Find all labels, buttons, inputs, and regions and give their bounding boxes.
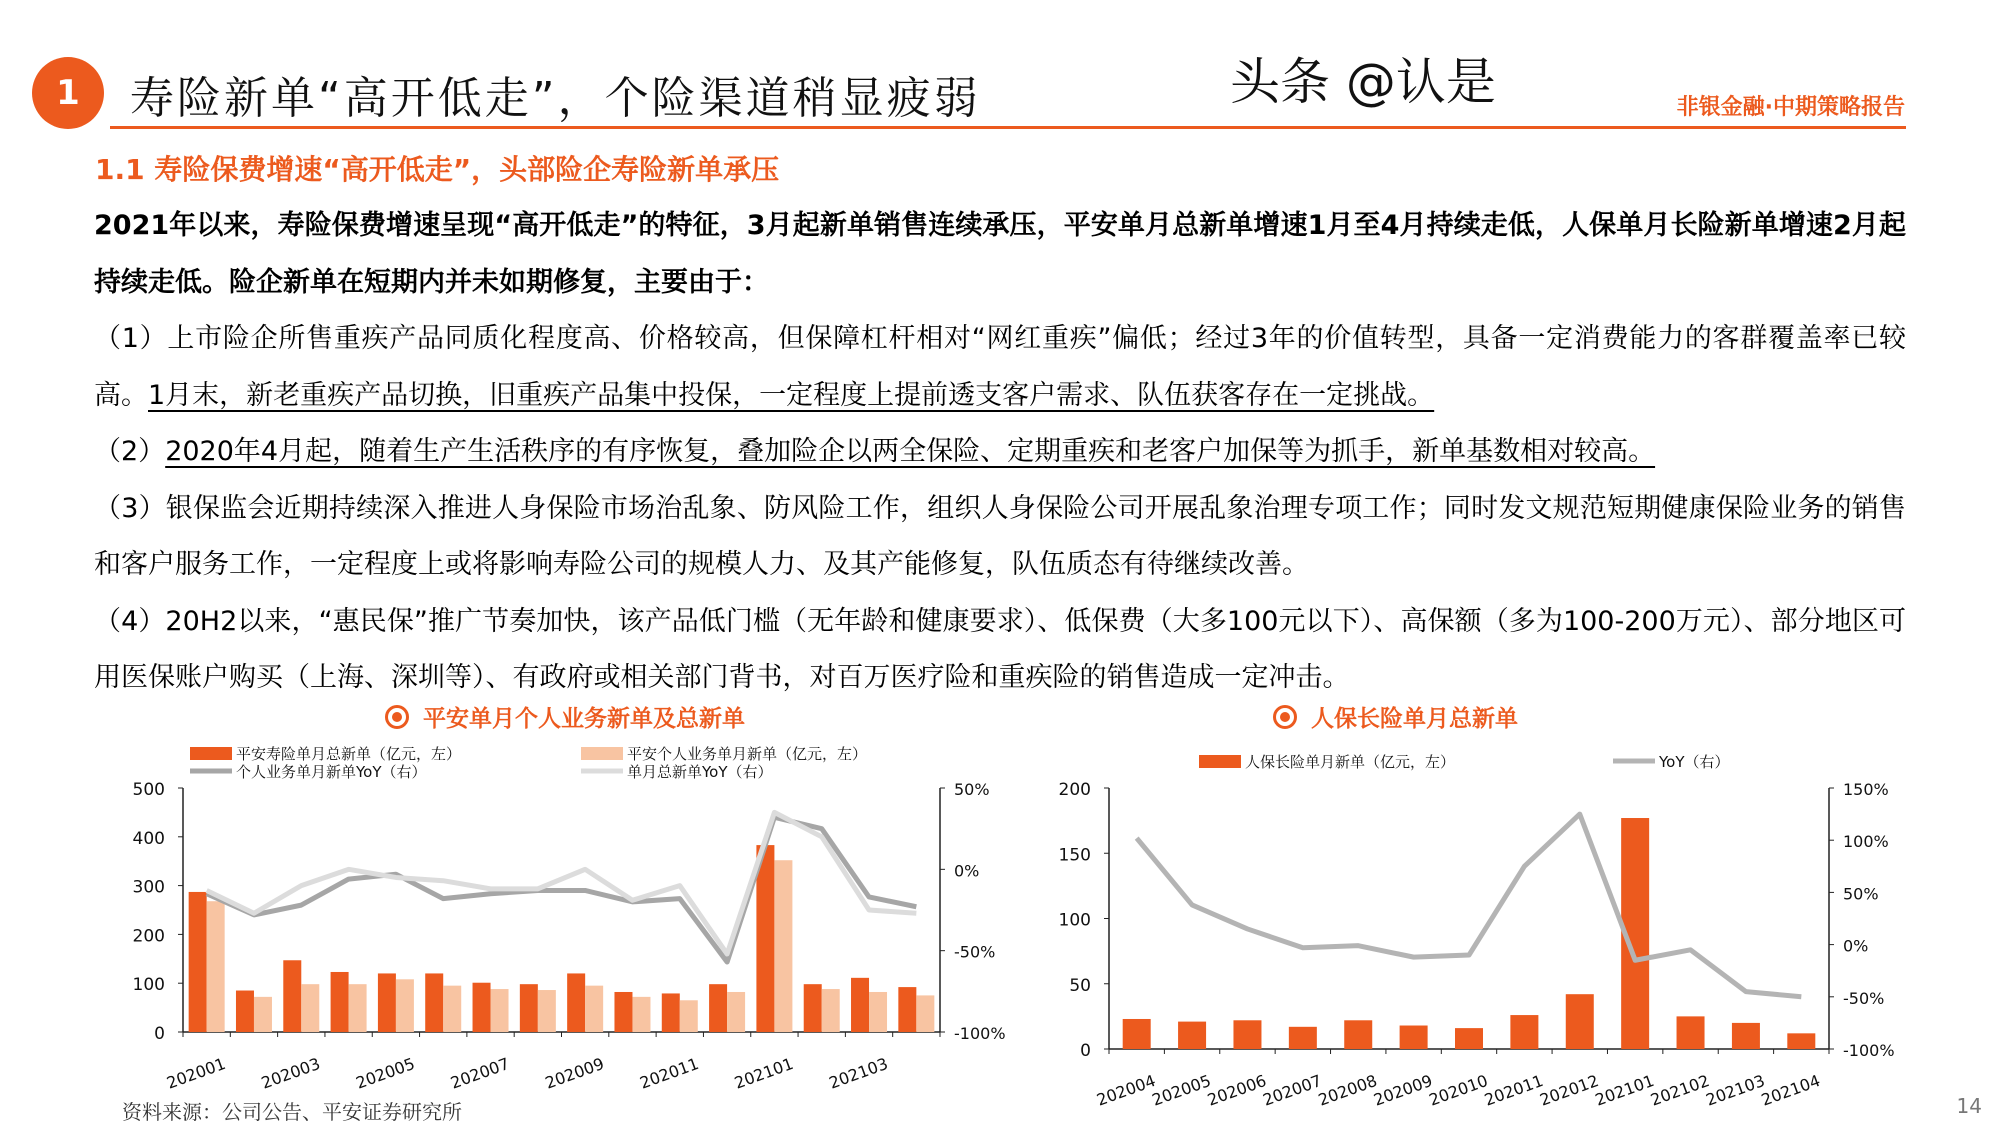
- x-tick-label: 202010: [1426, 1070, 1491, 1110]
- paragraph-segment: 2021年以来，寿险保费增速呈现“高开低走”的特征，3月起新单销售连续承压，平安单月总新单增速1月至4月持续走低，人保单月长险新单增速2月起持续走低。险企新单在短期内并未如期修复，主要由于：: [94, 210, 1906, 298]
- x-tick-label: 202009: [1371, 1070, 1435, 1110]
- bar-202103-s0: [1732, 1023, 1760, 1049]
- bar-202008-s0: [520, 984, 538, 1032]
- bar-202010-s0: [1455, 1028, 1483, 1049]
- y-left-tick-label: 200: [1058, 780, 1091, 800]
- bar-202101-s0: [756, 845, 774, 1032]
- bar-202006-s1: [443, 986, 461, 1032]
- report-tag: 非银金融·中期策略报告: [1676, 95, 1905, 120]
- legend-label: YoY（右）: [1659, 753, 1730, 771]
- x-tick-label: 202011: [1481, 1070, 1546, 1110]
- bar-202012-s1: [727, 992, 745, 1032]
- legend-swatch: [190, 747, 232, 760]
- line-series-2: [207, 817, 917, 962]
- legend-label: 个人业务单月新单YoY（右）: [236, 763, 427, 781]
- bar-202007-s1: [491, 989, 509, 1032]
- x-tick-label: 202104: [1758, 1070, 1823, 1110]
- bar-202004-s1: [349, 984, 367, 1032]
- bar-202011-s0: [662, 993, 680, 1032]
- x-tick-label: 202005: [353, 1053, 418, 1093]
- bar-202012-s0: [709, 984, 727, 1032]
- x-tick-label: 202007: [1260, 1070, 1325, 1110]
- x-tick-label: 202101: [1592, 1070, 1657, 1110]
- legend-label: 人保长险单月新单（亿元，左）: [1245, 753, 1456, 771]
- line-series-3: [207, 812, 917, 954]
- y-left-tick-label: 50: [1069, 975, 1091, 996]
- section-number: 1: [56, 73, 80, 113]
- y-right-tick-label: 150%: [1843, 780, 1889, 799]
- y-left-tick-label: 100: [132, 975, 165, 996]
- chart-title-text: 人保长险单月总新单: [1311, 706, 1518, 732]
- section-subtitle: 1.1 寿险保费增速“高开低走”，头部险企寿险新单承压: [95, 153, 780, 186]
- y-right-tick-label: -50%: [954, 942, 996, 962]
- x-tick-label: 202012: [1537, 1070, 1602, 1110]
- bar-202002-s1: [254, 997, 272, 1032]
- x-tick-label: 202004: [1094, 1070, 1159, 1110]
- line-series-1: [1137, 814, 1802, 997]
- legend-label: 平安寿险单月总新单（亿元，左）: [236, 745, 462, 763]
- y-left-tick-label: 100: [1058, 910, 1091, 931]
- paragraph-segment: （3）银保监会近期持续深入推进人身保险市场治乱象、防风险工作，组织人身保险公司开展乱象治理专项工作；同时发文规范短期健康保险业务的销售和客户服务工作，一定程度上或将影响寿险公司的规模人力、及其产能修复，队伍质态有待继续改善。: [94, 492, 1906, 580]
- y-right-tick-label: 0%: [1843, 936, 1869, 956]
- bar-202103-s1: [869, 992, 887, 1032]
- y-right-tick-label: 50%: [954, 780, 990, 799]
- bar-202003-s0: [283, 960, 301, 1032]
- y-left-tick-label: 200: [132, 926, 165, 947]
- bar-202011-s1: [680, 1000, 698, 1032]
- bar-202012-s0: [1566, 994, 1594, 1049]
- bar-202104-s0: [898, 987, 916, 1032]
- bar-202007-s0: [473, 983, 491, 1032]
- y-right-tick-label: -50%: [1843, 988, 1885, 1008]
- bar-202007-s0: [1289, 1027, 1317, 1049]
- bar-202001-s1: [207, 901, 225, 1032]
- page-title: 寿险新单“高开低走”，个险渠道稍显疲弱: [130, 73, 981, 124]
- watermark: 头条 @认是: [1230, 53, 1496, 111]
- source-note: 资料来源：公司公告、平安证券研究所: [122, 1100, 462, 1124]
- bar-202009-s0: [567, 973, 585, 1032]
- paragraph-segment: （4）20H2以来，“惠民保”推广节奏加快，该产品低门槛（无年龄和健康要求）、低保费（大多100元以下）、高保额（多为100-200万元）、部分地区可用医保账户购买（上海、深圳等）、有政府或相关部门背书，对百万医疗险和重疾险的销售造成一定冲击。: [94, 605, 1906, 693]
- paragraph-segment: 1月末，新老重疾产品切换，旧重疾产品集中投保，一定程度上提前透支客户需求、队伍获客存在一定挑战。: [148, 379, 1435, 411]
- x-tick-label: 202005: [1149, 1070, 1214, 1110]
- bar-202006-s0: [1233, 1020, 1261, 1049]
- x-tick-label: 202001: [164, 1053, 229, 1093]
- legend-swatch: [1199, 755, 1241, 768]
- bar-202001-s0: [189, 892, 207, 1032]
- x-tick-label: 202009: [542, 1053, 607, 1093]
- paragraph-segment: （1）上市险企所售重疾产品同质化程度高、价格较高，但保障杠杆相对“网红重疾”偏低；经过3年的价值转型，具备一定消费能力的客群覆盖率已较高。: [94, 323, 1906, 411]
- x-tick-label: 202103: [826, 1053, 891, 1093]
- x-tick-label: 202102: [1648, 1070, 1712, 1110]
- x-tick-label: 202101: [731, 1053, 796, 1093]
- y-left-tick-label: 150: [1058, 845, 1091, 866]
- x-tick-label: 202006: [1204, 1070, 1269, 1110]
- y-right-tick-label: -100%: [954, 1024, 1006, 1043]
- bar-202101-s1: [774, 860, 792, 1032]
- bar-202008-s1: [538, 990, 556, 1032]
- y-left-tick-label: 0: [154, 1024, 165, 1044]
- page-number: 14: [1956, 1094, 1982, 1118]
- y-left-tick-label: 300: [132, 877, 165, 898]
- bar-202102-s1: [822, 989, 840, 1032]
- y-left-tick-label: 400: [132, 828, 165, 849]
- bar-202006-s0: [425, 973, 443, 1032]
- bar-202102-s0: [804, 984, 822, 1032]
- legend-label: 单月总新单YoY（右）: [627, 763, 773, 781]
- paragraph-segment: （2）: [94, 436, 166, 467]
- bar-202103-s0: [851, 978, 869, 1032]
- bar-202009-s0: [1400, 1026, 1428, 1049]
- y-right-tick-label: -100%: [1843, 1041, 1895, 1060]
- y-right-tick-label: 50%: [1843, 884, 1879, 904]
- x-tick-label: 202103: [1703, 1070, 1768, 1110]
- bar-202005-s1: [396, 979, 414, 1032]
- y-right-tick-label: 0%: [954, 861, 980, 881]
- bar-202004-s0: [331, 972, 349, 1032]
- bar-202011-s0: [1510, 1015, 1538, 1049]
- legend-label: 平安个人业务单月新单（亿元，左）: [627, 745, 868, 763]
- x-tick-label: 202011: [637, 1053, 702, 1093]
- bar-202010-s0: [614, 992, 632, 1032]
- bar-202102-s0: [1677, 1016, 1705, 1049]
- chart-title-text: 平安单月个人业务新单及总新单: [423, 706, 745, 732]
- bar-202005-s0: [1178, 1022, 1206, 1049]
- bar-202009-s1: [585, 986, 603, 1032]
- x-tick-label: 202007: [448, 1053, 512, 1093]
- legend-swatch: [581, 747, 623, 760]
- bar-202004-s0: [1123, 1019, 1151, 1049]
- bar-202008-s0: [1344, 1020, 1372, 1049]
- bar-202002-s0: [236, 991, 254, 1032]
- bar-202003-s1: [301, 984, 319, 1032]
- y-right-tick-label: 100%: [1843, 832, 1889, 852]
- bar-202104-s0: [1787, 1033, 1815, 1049]
- x-tick-label: 202003: [258, 1053, 323, 1093]
- bar-202010-s1: [632, 997, 650, 1032]
- bar-202005-s0: [378, 973, 396, 1032]
- x-tick-label: 202008: [1315, 1070, 1380, 1110]
- y-left-tick-label: 500: [132, 780, 165, 800]
- paragraph-segment: 2020年4月起，随着生产生活秩序的有序恢复，叠加险企以两全保险、定期重疾和老客户加保等为抓手，新单基数相对较高。: [165, 436, 1656, 467]
- bar-202104-s1: [916, 995, 934, 1032]
- y-left-tick-label: 0: [1080, 1041, 1091, 1061]
